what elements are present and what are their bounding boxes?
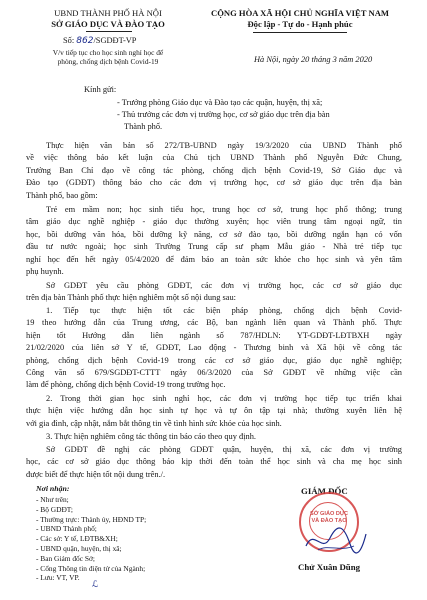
recipients-label: Nơi nhận:: [36, 484, 70, 493]
subject-line-1: V/v tiếp tục cho học sinh nghỉ học để: [52, 48, 164, 57]
recipient-item: - Các sở: Y tế, LĐTB&XH;: [36, 534, 118, 544]
recipient-item: - Cổng Thông tin điện tử của Ngành;: [36, 563, 146, 573]
paragraph-requirements-intro: [26, 280, 402, 305]
paragraph-closing: [26, 444, 402, 481]
requirement-item-3: [26, 431, 402, 443]
text-line: Thành phố, bao gồm:: [26, 190, 98, 200]
issuer-underline: [86, 31, 132, 32]
seal-text-line-2: VÀ ĐÀO TẠO: [311, 518, 347, 524]
greeting-recipient-2: - Thủ trưởng các đơn vị trường học, cơ sở giáo dục trên địa bàn: [117, 110, 330, 119]
issuer-city: UBND THÀNH PHỐ HÀ NỘI: [54, 8, 162, 18]
issuer-department: SỞ GIÁO DỤC VÀ ĐÀO TẠO: [51, 19, 165, 29]
recipients-list: [36, 495, 146, 583]
text-line: tâm giáo dục nghề nghiệp - giáo dục thường xuyên; học viên trung tâm ngoại ngữ, tin: [26, 217, 402, 227]
text-line: được biết để thực hiện tốt nội dung trên./.: [26, 469, 166, 479]
recipient-item: - UBND quận, huyện, thị xã;: [36, 543, 122, 553]
signer-name: Chử Xuân Dũng: [298, 562, 360, 572]
text-line: 21/02/2020 của liên sở Y tế, GDĐT, Lao động - Thương binh và Xã hội về công tác: [26, 343, 402, 353]
text-line: trên địa bàn Thành phố thực hiện nghiêm một số nội dung sau:: [26, 293, 237, 303]
greeting-recipient-1: - Trưởng phòng Giáo dục và Đào tạo các quận, huyện, thị xã;: [117, 98, 323, 107]
document-number-handwritten: 862: [76, 36, 94, 46]
recipient-item: - Lưu: VT, VP.: [36, 573, 80, 583]
text-line: nghỉ học đến hết ngày 05/4/2020 để đảm bảo an toàn sức khỏe cho học sinh và yên tâm: [26, 254, 402, 264]
seal-text-line-1: SỞ GIÁO DỤC: [309, 511, 349, 517]
text-line: Thực hiện văn bản số 272/TB-UBND ngày 19/3/2020 của UBND Thành phố: [46, 141, 402, 150]
motto-underline: [253, 32, 347, 33]
requirement-item-1: [26, 305, 402, 392]
document-number: [63, 36, 136, 46]
text-line: với gia đình, cập nhật, nắm bắt thông tin về tình hình sức khỏe của học sinh.: [26, 418, 282, 428]
signer-title: GIÁM ĐỐC: [301, 486, 348, 496]
document-number-prefix: Số:: [63, 36, 75, 45]
recipient-item: - Như trên;: [36, 495, 69, 504]
text-line: 2. Trong thời gian học sinh nghỉ học, các đơn vị trường học tiếp tục triển khai: [46, 394, 402, 403]
text-line: phòng, chống dịch bệnh Covid-19 trong các cơ sở giáo dục, giáo dục nghề nghiệp;: [26, 355, 402, 365]
text-line: thực hiện việc hướng dẫn học sinh tự học và tự ôn tập tại nhà; thường xuyên liên hệ: [26, 406, 402, 416]
text-line: hiện tốt Hướng dẫn liên ngành số 787/HDLN: YT-GDĐT-LĐTBXH ngày: [26, 330, 402, 340]
nation-title: CỘNG HÒA XÃ HỘI CHỦ NGHĨA VIỆT NAM: [210, 8, 390, 18]
recipient-item: - Ban Giám đốc Sở;: [36, 553, 95, 563]
handwritten-initials: ℒ: [92, 580, 99, 590]
recipient-item: - Bộ GDĐT;: [36, 504, 73, 514]
text-line: 3. Thực hiện nghiêm công tác thông tin báo cáo theo quy định.: [46, 432, 256, 441]
text-line: làm để phòng, chống dịch bệnh Covid-19 trong trường học.: [26, 380, 226, 390]
requirement-item-2: [26, 393, 402, 430]
text-line: 1. Tiếp tục thực hiện tốt các biện pháp phòng, chống dịch bệnh Covid-: [46, 306, 402, 315]
place-date: Hà Nội, ngày 20 tháng 3 năm 2020: [254, 55, 373, 64]
text-line: 19 theo hướng dẫn của Trung ương, các Bộ, ban ngành liên quan và Thành phố. Thực: [26, 318, 402, 328]
text-line: phụ huynh.: [26, 267, 64, 277]
paragraph-affected-students: [26, 204, 402, 278]
text-line: Công văn số 679/SGDĐT-CTTT ngày 06/3/2020 của Sở GDĐT về những việc cần: [26, 368, 402, 378]
text-line: học, các cơ sở giáo dục thông báo kịp thời đến toàn thể học sinh và cha mẹ học sinh: [26, 457, 402, 467]
document-subject: [28, 48, 188, 66]
handwritten-signature: [300, 520, 370, 560]
greeting-label: Kính gửi:: [84, 85, 117, 94]
paragraph-announcement: [26, 140, 402, 202]
text-line: Trưởng Ban Chỉ đạo về công tác phòng, chống dịch bệnh Covid-19, Sở Giáo dục và: [26, 165, 402, 175]
text-line: về việc thông báo kết luận của Chủ tịch UBND Thành phố Nguyễn Đức Chung,: [26, 153, 402, 163]
document-number-suffix: /SGDĐT-VP: [93, 36, 137, 45]
nation-motto: Độc lập - Tự do - Hạnh phúc: [247, 19, 353, 29]
greeting-recipient-2-cont: Thành phố.: [124, 122, 163, 131]
recipient-item: - Thường trực: Thành ủy, HĐND TP;: [36, 514, 147, 524]
issuer-block: [34, 8, 182, 30]
text-line: Sở GDĐT yêu cầu phòng GDĐT, các đơn vị trường học, các cơ sở giáo dục: [46, 281, 402, 290]
subject-line-2: phòng, chống dịch bệnh Covid-19: [57, 57, 159, 66]
text-line: Trẻ em mầm non; học sinh tiểu học, trung học cơ sở, trung học phổ thông; trung: [46, 205, 402, 214]
text-line: đầu tư nước ngoài; học sinh Trường Trung cấp sư phạm Mẫu giáo - Nhà trẻ tiếp tục: [26, 242, 402, 252]
text-line: Sở GDĐT đề nghị các phòng GDĐT quận, huyện, thị xã, các đơn vị trường: [46, 445, 402, 454]
text-line: Đào tạo (GDĐT) thông báo cho các đơn vị trường học, cơ sở giáo dục trên địa bàn: [26, 178, 402, 188]
text-line: học, bồi dưỡng văn hóa, bồi dưỡng kỹ năng, cơ sở đào tạo, bồi dưỡng ngắn hạn có vốn: [26, 229, 402, 239]
recipient-item: - UBND Thành phố;: [36, 524, 97, 534]
